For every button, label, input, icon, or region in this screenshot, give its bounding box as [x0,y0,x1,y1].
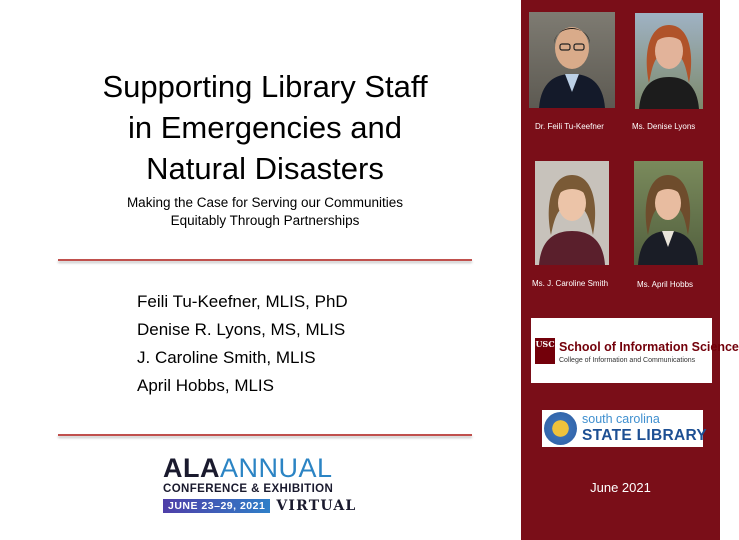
ala-logo-dates: JUNE 23–29, 2021 [163,499,270,513]
sc-state-library-top: south carolina [582,412,660,426]
portrait-icon [634,161,703,265]
caption-feili-tu-keefner: Dr. Feili Tu-Keefner [535,122,604,131]
subtitle-line-1: Making the Case for Serving our Communities [126,195,404,210]
usc-logo-subtitle: College of Information and Communications [559,357,696,364]
ala-logo-date-row [163,498,373,514]
slide-title [40,66,490,189]
photo-denise-lyons [635,13,703,109]
title-line-2: in Emergencies and [128,110,402,145]
caption-caroline-smith: Ms. J. Caroline Smith [532,279,609,288]
ala-logo-annual: ANNUAL [220,453,333,483]
portrait-icon [535,161,609,265]
subtitle-line-2: Equitably Through Partnerships [170,213,360,228]
author-item: Denise R. Lyons, MS, MLIS [137,320,346,339]
presentation-date: June 2021 [590,480,651,495]
author-item: J. Caroline Smith, MLIS [137,348,316,367]
photo-caroline-smith [535,161,609,265]
sc-state-library-logo [542,410,708,447]
usc-logo-title: School of Information Science [559,340,739,354]
title-line-3: Natural Disasters [146,151,384,186]
author-list [137,288,348,400]
photo-april-hobbs [634,161,703,265]
caption-april-hobbs: Ms. April Hobbs [637,280,694,289]
ala-logo-virtual: VIRTUAL [276,498,357,514]
author-item: April Hobbs, MLIS [137,376,274,395]
ala-logo-conference: CONFERENCE & EXHIBITION [163,483,334,495]
slide-subtitle [40,194,490,230]
portrait-icon [529,12,615,108]
divider-bottom [58,434,472,436]
divider-top [58,259,472,261]
portrait-icon [635,13,703,109]
ala-logo-wordmark [163,454,373,482]
sc-state-library-bottom: STATE LIBRARY [582,427,708,444]
author-item: Feili Tu-Keefner, MLIS, PhD [137,292,348,311]
ala-annual-logo [163,454,373,514]
usc-shield-icon: USC [535,338,555,364]
right-panel [521,0,739,540]
state-library-seal-icon [544,412,577,445]
ala-logo-ala: ALA [163,453,220,483]
title-line-1: Supporting Library Staff [102,69,428,104]
photo-feili-tu-keefner [529,12,615,108]
usc-school-of-information-science-logo [531,318,739,383]
caption-denise-lyons: Ms. Denise Lyons [632,122,696,131]
